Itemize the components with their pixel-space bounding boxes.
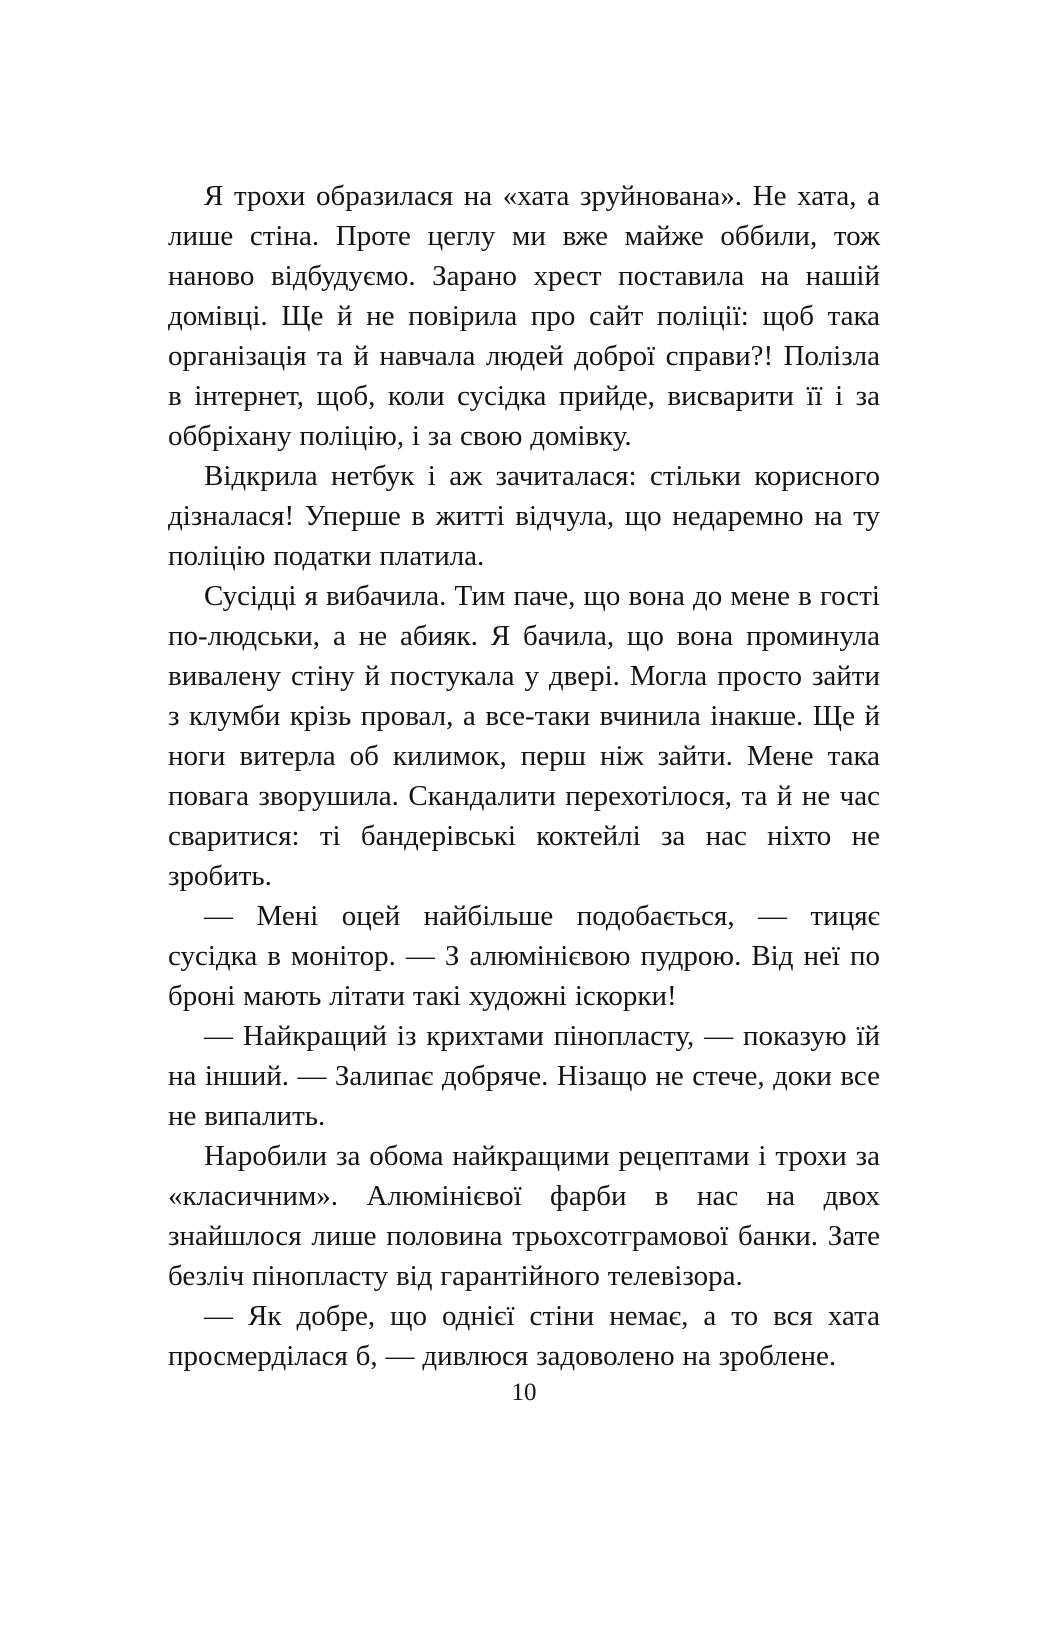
- text-block: [168, 176, 880, 1376]
- paragraph: Сусідці я вибачила. Тим паче, що вона до мене в гості по-людськи, а не абияк. Я бачила, що вона проминула вивалену стіну й постукала у двері. Могла просто зайти з клумби крізь провал, а все-таки вчинила інакше. Ще й ноги витерла об килимок, перш ніж зайти. Мене така повага зворушила. Скандалити перехотілося, та й не час сваритися: ті бандерівські коктейлі за нас ніхто не зробить.: [168, 580, 880, 892]
- paragraph: Я трохи образилася на «хата зруйнована». Не хата, а лише стіна. Проте цеглу ми вже майже оббили, тож наново відбудуємо. Зарано хрест поставила на нашій домівці. Ще й не повірила про сайт поліції: щоб така організація та й навчала людей доброї справи?! Полізла в інтернет, щоб, коли сусідка прийде, висварити її і за оббріхану поліцію, і за свою домівку.: [168, 180, 880, 452]
- paragraph: Відкрила нетбук і аж зачиталася: стільки корисного дізналася! Уперше в житті відчула, що недаремно на ту поліцію податки платила.: [168, 460, 880, 572]
- paragraph: — Мені оцей найбільше подобається, — тицяє сусідка в монітор. — З алюмінієвою пудрою. Від неї по броні мають літати такі художні іскорки!: [168, 900, 880, 1012]
- paragraph: — Як добре, що однієї стіни немає, а то вся хата просмерділася б, — дивлюся задоволено на зроблене.: [168, 1300, 880, 1372]
- page-number: 10: [511, 1379, 537, 1406]
- paragraph: Наробили за обома найкращими рецептами і трохи за «класичним». Алюмінієвої фарби в нас на двох знайшлося лише половина трьохсотграмової банки. Зате безліч пінопласту від гарантійного телевізора.: [168, 1140, 880, 1292]
- paragraph: — Найкращий із крихтами пінопласту, — показую їй на інший. — Залипає добряче. Нізащо не стече, доки все не випалить.: [168, 1020, 880, 1132]
